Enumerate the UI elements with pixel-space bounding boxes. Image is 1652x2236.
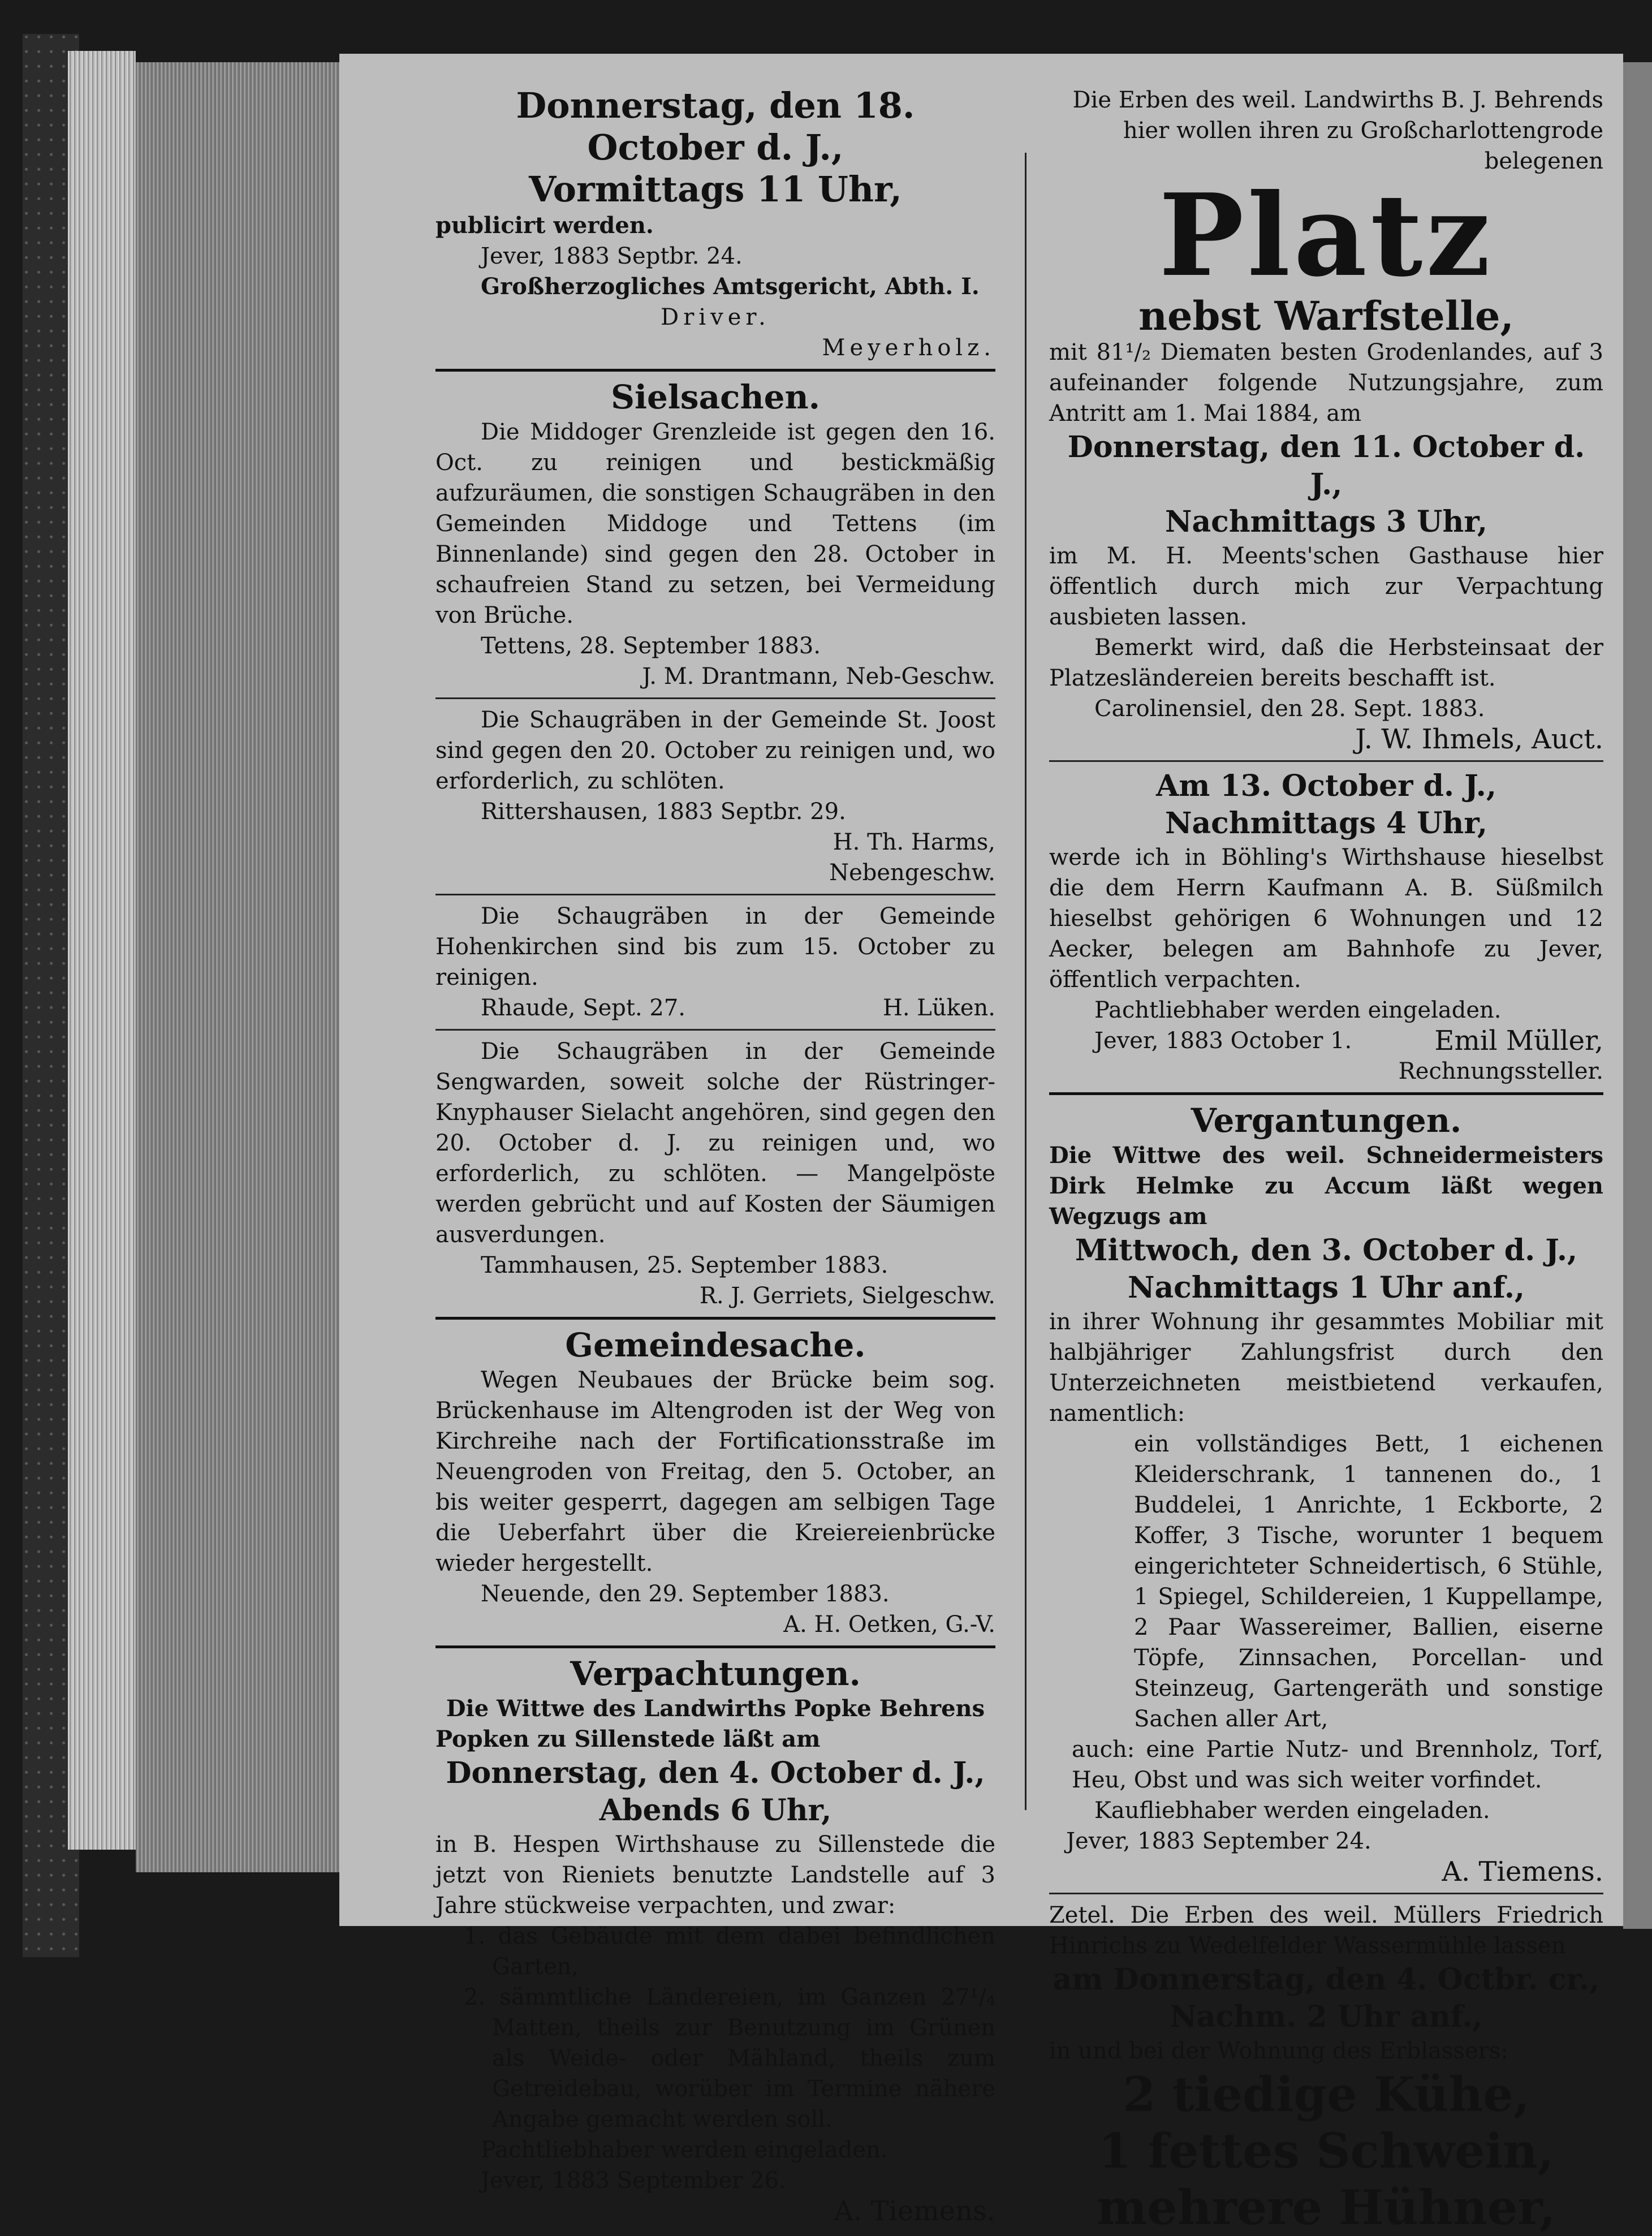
- zetel-line-1: 2 tiedige Kühe,: [1123, 2066, 1530, 2122]
- column-divider: [1025, 153, 1026, 1810]
- platz-intro-1: Die Erben des weil. Landwirths B. J. Behrends: [1072, 87, 1603, 113]
- section-rule: [435, 1645, 995, 1648]
- siel-notice-3-place: Rhaude, Sept. 27.: [481, 995, 685, 1021]
- auction-court: Großherzogliches Amtsgericht, Abth. I.: [481, 273, 980, 300]
- auction-publicirt: publicirt werden.: [435, 212, 654, 239]
- vergant-invite: Kaufliebhaber werden eingeladen.: [1094, 1798, 1490, 1824]
- siel-notice-3-footer: [435, 993, 995, 1023]
- notice-rule: [435, 697, 995, 699]
- section-rule: [1049, 1092, 1603, 1095]
- vergant-list: ein vollständiges Bett, 1 eichenen Kleiderschrank, 1 tannenen do., 1 Buddelei, 1 Anrichte, 1 Eckborte, 2 Koffer, 3 Tische, worunter 1 bequem eingerichteter Schneidertisch, 6 Stühle, 1 Spiegel, Schildereien, 1 Kuppellampe, 2 Paar Wassereimer, Ballien, eiserne Töpfe, Zinnsachen, Porcellan- und Steinzeug, Gartengeräth und sonstige Sachen aller Art,: [1134, 1431, 1603, 1732]
- notice-rule: [1049, 1893, 1603, 1894]
- boehling-date: Am 13. October d. J.,: [1156, 769, 1496, 803]
- siel-notice-2-sign-1: H. Th. Harms,: [833, 829, 995, 855]
- gemeinde-text: Wegen Neubaues der Brücke beim sog. Brückenhause im Altengroden ist der Weg von Kirchreihe nach der Fortificationsstraße im Neuengroden von Freitag, den 5. October, an bis weiter gesperrt, dagegen am selbigen Tage die Ueberfahrt über die Kreiereienbrücke wieder hergestellt.: [435, 1367, 995, 1576]
- verpacht-section: [435, 1654, 995, 2226]
- gemeinde-place: Neuende, den 29. September 1883.: [481, 1581, 890, 1607]
- section-rule: [435, 1317, 995, 1320]
- siel-section: [435, 377, 995, 1311]
- platz-date: Donnerstag, den 11. October d. J.,: [1067, 430, 1585, 502]
- verpacht-heading: Verpachtungen.: [570, 1655, 861, 1693]
- book-cover-edge: [68, 51, 136, 1850]
- verpacht-sign: A. Tiemens.: [834, 2195, 995, 2227]
- siel-notice-1-place: Tettens, 28. September 1883.: [481, 633, 821, 659]
- boehling-sign-2: Rechnungssteller.: [1398, 1058, 1603, 1084]
- auction-time: Vormittags 11 Uhr,: [529, 169, 902, 210]
- boehling-notice: [1049, 768, 1603, 1087]
- boehling-invite: Pachtliebhaber werden eingeladen.: [1094, 997, 1502, 1023]
- zetel-date: am Donnerstag, den 4. Octbr. cr.,: [1053, 1962, 1600, 1997]
- siel-notice-3-text: Die Schaugräben in der Gemeinde Hohenkirchen sind bis zum 15. October zu reinigen.: [435, 903, 995, 990]
- vergant-intro: Die Wittwe des weil. Schneidermeisters Dirk Helmke zu Accum läßt wegen Wegzugs am: [1049, 1142, 1603, 1230]
- verpacht-item-1: 1. das Gebäude mit dem dabei befindlichen Garten,: [464, 1923, 995, 1980]
- vergant-also: auch: eine Partie Nutz- und Brennholz, Torf, Heu, Obst und was sich weiter vorfindet.: [1072, 1737, 1603, 1793]
- platz-notice: [1049, 85, 1603, 755]
- verpacht-invite: Pachtliebhaber werden eingeladen.: [481, 2137, 888, 2163]
- facing-page-edge: [1623, 62, 1652, 1929]
- gemeinde-heading: Gemeindesache.: [565, 1326, 866, 1364]
- verpacht-item-2: 2. sämmtliche Ländereien, im Ganzen 27¹/₄ Matten, theils zur Benutzung im Grünen als Weide- oder Mähland, theils zum Getreidebau, worüber im Termine nähere Angabe gemacht werden soll.: [464, 1984, 995, 2132]
- notice-rule: [1049, 760, 1603, 762]
- vergant-sign: A. Tiemens.: [1442, 1856, 1603, 1888]
- platz-intro-2: hier wollen ihren zu Großcharlottengrode belegenen: [1123, 118, 1603, 174]
- platz-sign: J. W. Ihmels, Auct.: [1355, 723, 1603, 755]
- platz-text-2: im M. H. Meents'schen Gasthause hier öffentlich durch mich zur Verpachtung ausbieten lassen.: [1049, 543, 1603, 630]
- auction-place-date: Jever, 1883 Septbr. 24.: [481, 243, 743, 269]
- zetel-notice: [1049, 1900, 1603, 2236]
- siel-notice-1-sign: J. M. Drantmann, Neb-Geschw.: [642, 664, 995, 690]
- auction-signer-2: Meyerholz.: [822, 335, 995, 361]
- siel-heading: Sielsachen.: [611, 378, 820, 416]
- section-rule: [435, 369, 995, 372]
- boehling-text: werde ich in Böhling's Wirthshause hieselbst die dem Herrn Kaufmann A. B. Süßmilch hieselbst gehörigen 6 Wohnungen und 12 Aecker, belegen am Bahnhofe zu Jever, öffentlich verpachten.: [1049, 845, 1603, 993]
- zetel-intro: Zetel. Die Erben des weil. Müllers Friedrich Hinrichs zu Wedelfelder Wassermühle lassen: [1049, 1902, 1603, 1959]
- zetel-text: in und bei der Wohnung des Erblassers:: [1049, 2038, 1508, 2064]
- platz-word: Platz: [1159, 169, 1494, 302]
- auction-date: Donnerstag, den 18. October d. J.,: [516, 85, 915, 168]
- vergant-section: [1049, 1101, 1603, 1887]
- siel-notice-2-text: Die Schaugräben in der Gemeinde St. Joost sind gegen den 20. October zu reinigen und, wo erforderlich, zu schlöten.: [435, 707, 995, 794]
- siel-notice-4-place: Tammhausen, 25. September 1883.: [481, 1252, 888, 1278]
- zetel-line-2: 1 fettes Schwein,: [1098, 2123, 1554, 2179]
- siel-notice-4-text: Die Schaugräben in der Gemeinde Sengwarden, soweit solche der Rüstringer-Knyphauser Sielacht angehören, sind gegen den 20. October d. J. zu reinigen und, wo erforderlich, zu schlöten. — Mangelpöste werden gebrücht und auf Kosten der Säumigen ausverdungen.: [435, 1039, 995, 1248]
- boehling-footer: [1049, 1026, 1603, 1056]
- left-column: [435, 85, 995, 2226]
- siel-notice-1-text: Die Middoger Grenzleide ist gegen den 16. Oct. zu reinigen und bestickmäßig aufzuräumen, die sonstigen Schaugräben in den Gemeinden Middoge und Tettens (im Binnenlande) sind gegen den 28. October in schaufreien Stand zu setzen, bei Vermeidung von Brüche.: [435, 419, 995, 628]
- platz-text: mit 81¹/₂ Diematen besten Grodenlandes, auf 3 aufeinander folgende Nutzungsjahre, zum Antritt am 1. Mai 1884, am: [1049, 339, 1603, 426]
- vergant-place: Jever, 1883 September 24.: [1066, 1828, 1371, 1854]
- right-column: [1049, 85, 1603, 2236]
- siel-notice-4-sign: R. J. Gerriets, Sielgeschw.: [699, 1283, 995, 1309]
- siel-notice-2-sign-2: Nebengeschw.: [829, 860, 995, 886]
- gemeinde-sign: A. H. Oetken, G.-V.: [783, 1612, 995, 1638]
- siel-notice-2-place: Rittershausen, 1883 Septbr. 29.: [481, 799, 846, 825]
- vergant-date: Mittwoch, den 3. October d. J.,: [1075, 1233, 1578, 1268]
- platz-place: Carolinensiel, den 28. Sept. 1883.: [1094, 696, 1485, 722]
- page-edges: [136, 62, 339, 1872]
- verpacht-date: Donnerstag, den 4. October d. J.,: [446, 1756, 985, 1790]
- platz-note: Bemerkt wird, daß die Herbsteinsaat der Platzesländereien bereits beschafft ist.: [1049, 635, 1603, 691]
- notice-rule: [435, 894, 995, 895]
- vergant-text: in ihrer Wohnung ihr gesammtes Mobiliar mit halbjähriger Zahlungsfrist durch den Unterzeichneten meistbietend verkaufen, namentlich:: [1049, 1309, 1603, 1427]
- zetel-line-3: mehrere Hühner,: [1097, 2179, 1556, 2235]
- vergant-heading: Vergantungen.: [1191, 1101, 1462, 1140]
- platz-time: Nachmittags 3 Uhr,: [1164, 505, 1488, 539]
- boehling-place: Jever, 1883 October 1.: [1094, 1028, 1352, 1054]
- boehling-time: Nachmittags 4 Uhr,: [1164, 806, 1488, 841]
- auction-signer-1: Driver.: [661, 304, 770, 330]
- vergant-time: Nachmittags 1 Uhr anf.,: [1127, 1270, 1525, 1305]
- auction-notice: [435, 85, 995, 363]
- platz-sub: nebst Warfstelle,: [1138, 292, 1514, 339]
- verpacht-intro-1: Die Wittwe des Landwirths Popke Behrens: [446, 1695, 985, 1722]
- siel-notice-3-sign: H. Lüken.: [882, 995, 995, 1021]
- boehling-sign-1: Emil Müller,: [1434, 1025, 1603, 1057]
- gemeinde-section: [435, 1325, 995, 1640]
- verpacht-time: Abends 6 Uhr,: [599, 1793, 832, 1828]
- notice-rule: [435, 1029, 995, 1031]
- verpacht-text: in B. Hespen Wirthshause zu Sillenstede die jetzt von Rieniets benutzte Landstelle auf 3 Jahre stückweise verpachten, und zwar:: [435, 1832, 995, 1919]
- verpacht-place: Jever, 1883 September 26.: [481, 2168, 786, 2194]
- zetel-time: Nachm. 2 Uhr anf.,: [1170, 2000, 1483, 2034]
- verpacht-intro-2: Popken zu Sillenstede läßt am: [435, 1726, 821, 1752]
